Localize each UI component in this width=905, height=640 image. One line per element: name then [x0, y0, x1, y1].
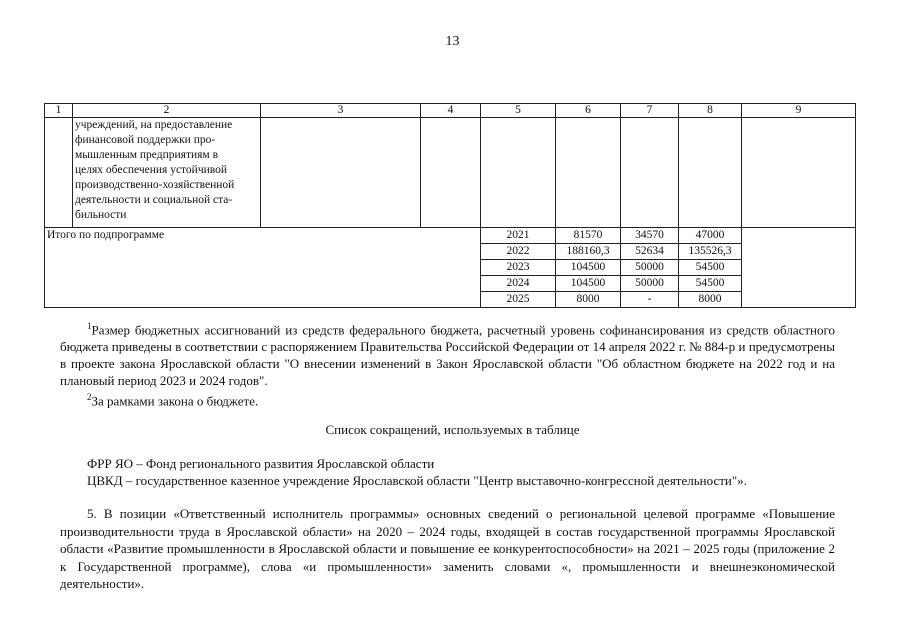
abbreviation-item: ЦВКД – государственное казенное учреждение Ярославской области "Центр выставочно-конгрессной деятельности"». — [87, 473, 747, 488]
header-cell: 5 — [481, 104, 556, 118]
header-cell: 9 — [742, 104, 856, 118]
year-cell: 2024 — [481, 276, 556, 292]
footnote-mark: 2 — [87, 392, 92, 403]
description-line: финансовой поддержки про- — [75, 134, 216, 146]
header-cell: 7 — [621, 104, 679, 118]
description-line: бильности — [75, 209, 127, 221]
header-cell: 4 — [421, 104, 481, 118]
amount-cell: 54500 — [679, 276, 742, 292]
year-cell: 2022 — [481, 244, 556, 260]
footnote-2 — [60, 389, 835, 409]
table-cell — [742, 118, 856, 228]
amount-cell: 34570 — [621, 228, 679, 244]
amount-cell: 188160,3 — [556, 244, 621, 260]
table-cell — [621, 118, 679, 228]
header-cell: 2 — [73, 104, 261, 118]
amount-cell: 8000 — [679, 292, 742, 308]
total-row — [45, 228, 856, 244]
measure-description — [73, 118, 261, 228]
amount-cell: 50000 — [621, 260, 679, 276]
amount-cell: 81570 — [556, 228, 621, 244]
description-line: учреждений, на предоставление — [75, 119, 233, 131]
abbreviations-title: Список сокращений, используемых в таблице — [325, 422, 580, 437]
table-cell — [556, 118, 621, 228]
table-cell — [742, 228, 856, 308]
footnote-text: За рамками закона о бюджете. — [91, 393, 259, 409]
description-line: производственно-хозяйственной — [75, 179, 235, 191]
amount-cell: 50000 — [621, 276, 679, 292]
year-cell: 2025 — [481, 292, 556, 308]
amount-cell: 135526,3 — [679, 244, 742, 260]
table-cell — [421, 118, 481, 228]
abbreviation-item: ФРР ЯО – Фонд регионального развития Ярославской области — [87, 456, 435, 471]
description-line: мышленным предприятиям в — [75, 149, 218, 161]
table-header-row — [45, 104, 856, 118]
header-cell: 6 — [556, 104, 621, 118]
footnote-mark: 1 — [87, 321, 92, 331]
amount-cell: - — [621, 292, 679, 308]
header-cell: 8 — [679, 104, 742, 118]
amount-cell: 8000 — [556, 292, 621, 308]
table-cell — [481, 118, 556, 228]
year-cell: 2021 — [481, 228, 556, 244]
table-row — [45, 118, 856, 228]
amount-cell: 47000 — [679, 228, 742, 244]
amount-cell: 104500 — [556, 276, 621, 292]
table-cell — [261, 118, 421, 228]
amount-cell: 54500 — [679, 260, 742, 276]
description-line: целях обеспечения устойчивой — [75, 164, 228, 176]
table-cell — [679, 118, 742, 228]
table-cell — [45, 118, 73, 228]
total-label: Итого по подпрограмме — [45, 228, 481, 308]
header-cell: 1 — [45, 104, 73, 118]
amount-cell: 104500 — [556, 260, 621, 276]
year-cell: 2023 — [481, 260, 556, 276]
abbreviations-list — [60, 455, 835, 489]
amendment-item-5 — [60, 505, 835, 593]
description-line: деятельности и социальной ста- — [75, 194, 233, 206]
header-cell: 3 — [261, 104, 421, 118]
footnote-1 — [60, 318, 835, 389]
amendment-text: 5. В позиции «Ответственный исполнитель программы» основных сведений о региональной целевой программе «Повышение производительности труда в Ярославской области» на 2020 – 2024 годы, входящей в состав государственной программы Ярославской области «Развитие промышленности в Ярославской области и повышение ее конкурентоспособности» на 2021 – 2025 годы (приложение 2 к Государственной программе), слова «и промышленности» заменить словами «, промышленности и внешнеэкономической деятельности». — [60, 506, 835, 591]
footnote-text: Размер бюджетных ассигнований из средств федерального бюджета, расчетный уровень софинансирования из средств областного бюджета приведены в соответствии с распоряжением Правительства Российской Федерации от 14 апреля 2022 г. № 884-р и предусмотрены в проекте закона Ярославской области "О внесении изменений в Закон Ярославской области "Об областном бюджете на 2022 год и на плановый период 2023 и 2024 годов". — [60, 322, 835, 389]
page-number: 13 — [445, 34, 460, 49]
footnotes — [60, 318, 835, 410]
amount-cell: 52634 — [621, 244, 679, 260]
budget-table — [44, 103, 856, 308]
